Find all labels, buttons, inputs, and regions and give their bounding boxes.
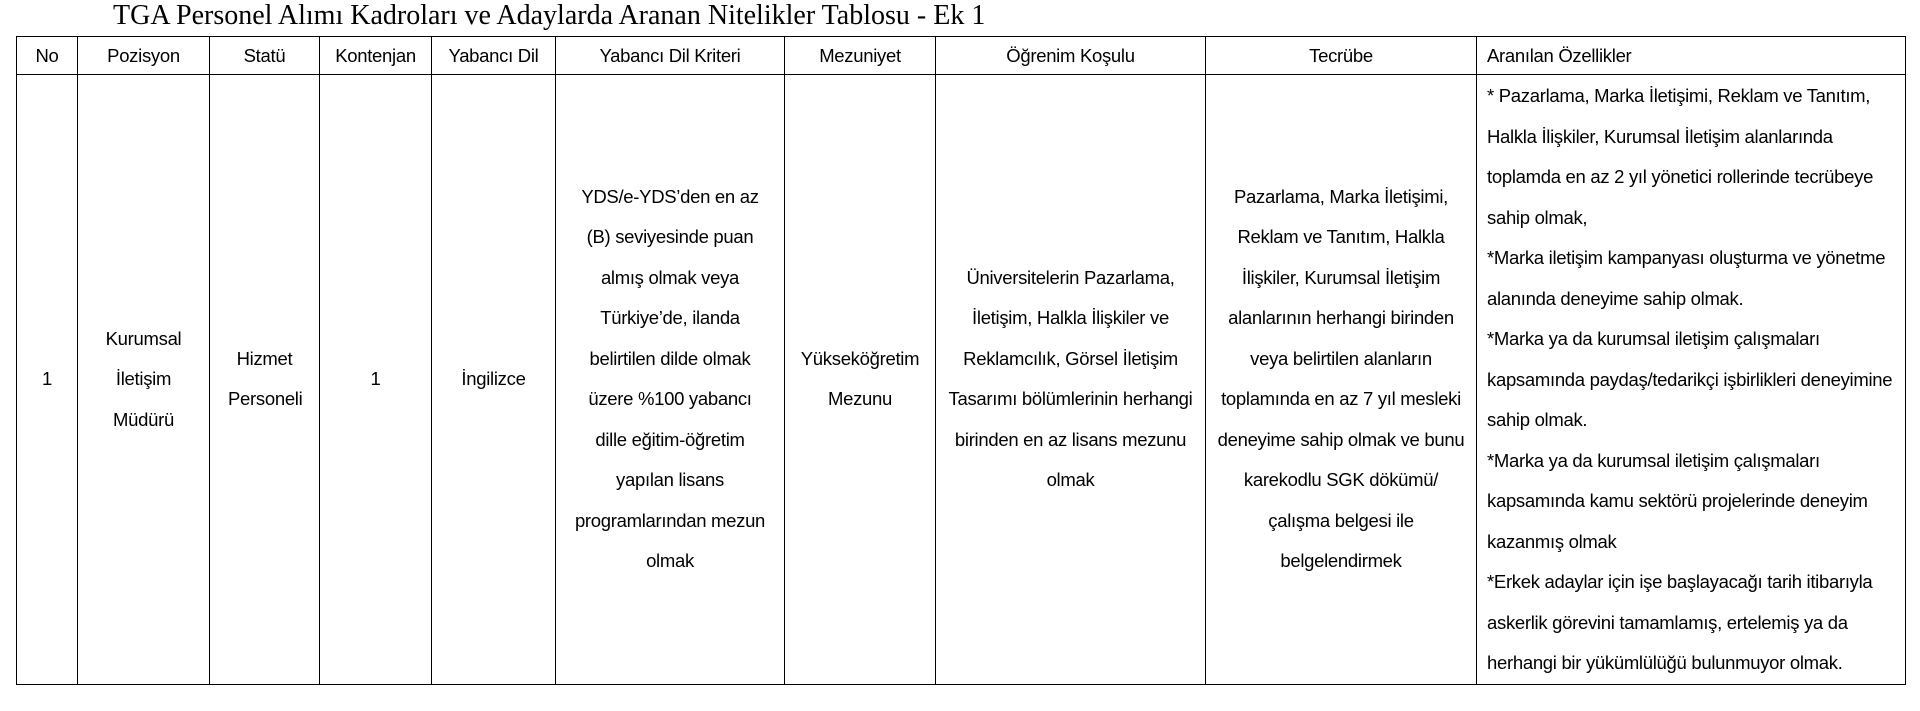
header-aranilan-ozellikler: Aranılan Özellikler [1477,37,1906,75]
requirement-item: * Pazarlama, Marka İletişimi, Reklam ve Tanıtım, Halkla İlişkiler, Kurumsal İletişim alanlarında toplamda en az 2 yıl yönetici rollerinde tecrübeye sahip olmak, [1487,85,1874,228]
personnel-table [16,36,1906,685]
cell-yabanci-dil [432,75,556,685]
cell-statu-text: Hizmet Personeli [228,347,303,410]
document-title: TGA Personel Alımı Kadroları ve Adaylarda Aranan Nitelikler Tablosu - Ek 1 [113,0,986,31]
requirement-item: *Marka iletişim kampanyası oluşturma ve yönetme alanında deneyime sahip olmak. [1487,247,1886,309]
cell-statu [210,75,320,685]
cell-pozisyon-text: Kurumsal İletişim Müdürü [105,327,182,430]
cell-mezuniyet-text: Yükseköğretim Mezunu [800,347,920,410]
requirement-item: *Erkek adaylar için işe başlayacağı tarih itibarıyla askerlik görevini tamamlamış, ertelemiş ya da herhangi bir yükümlülüğü bulunmuyor olmak. [1487,571,1873,673]
cell-ogrenim-kosulu-text: Üniversitelerin Pazarlama, İletişim, Halkla İlişkiler ve Reklamcılık, Görsel İletişim Tasarımı bölümlerinin herhangi birinden en az lisans mezunu olmak [948,266,1193,491]
cell-pozisyon [78,75,210,685]
header-ogrenim-kosulu: Öğrenim Koşulu [936,37,1206,75]
requirement-item: *Marka ya da kurumsal iletişim çalışmaları kapsamında kamu sektörü projelerinde deneyim kazanmış olmak [1487,449,1868,552]
header-statu: Statü [210,37,320,75]
cell-no [17,75,78,685]
cell-kontenjan-text: 1 [370,368,381,389]
requirement-item: *Marka ya da kurumsal iletişim çalışmaları kapsamında paydaş/tedarikçi işbirlikleri deneyimine sahip olmak. [1487,328,1893,430]
header-pozisyon: Pozisyon [78,37,210,75]
cell-ogrenim-kosulu [936,75,1206,685]
cell-kontenjan [320,75,432,685]
header-no: No [17,37,78,75]
header-yabanci-dil: Yabancı Dil [432,37,556,75]
cell-tecrube-text: Pazarlama, Marka İletişimi, Reklam ve Tanıtım, Halkla İlişkiler, Kurumsal İletişim alanlarının herhangi birinden veya belirtilen alanların toplamında en az 7 yıl mesleki deneyime sahip olmak ve bunu karekodlu SGK dökümü/çalışma belgesi ile belgelendirmek [1217,185,1465,572]
cell-aranilan-ozellikler [1477,75,1906,685]
cell-yabanci-dil-kriteri [556,75,785,685]
cell-yabanci-dil-kriteri-text: YDS/e-YDS’den en az (B) seviyesinde puan almış olmak veya Türkiye’de, ilanda belirtilen dilde olmak üzere %100 yabancı dille eğitim-öğretim yapılan lisans programlarından mezun olmak [574,185,766,572]
header-tecrube: Tecrübe [1206,37,1477,75]
table-row [17,75,1906,685]
cell-tecrube [1206,75,1477,685]
header-yabanci-dil-kriteri: Yabancı Dil Kriteri [556,37,785,75]
cell-no-text: 1 [42,368,52,389]
header-kontenjan: Kontenjan [320,37,432,75]
table-header-row [17,37,1906,75]
cell-yabanci-dil-text: İngilizce [461,368,526,389]
cell-mezuniyet [785,75,936,685]
header-mezuniyet: Mezuniyet [785,37,936,75]
